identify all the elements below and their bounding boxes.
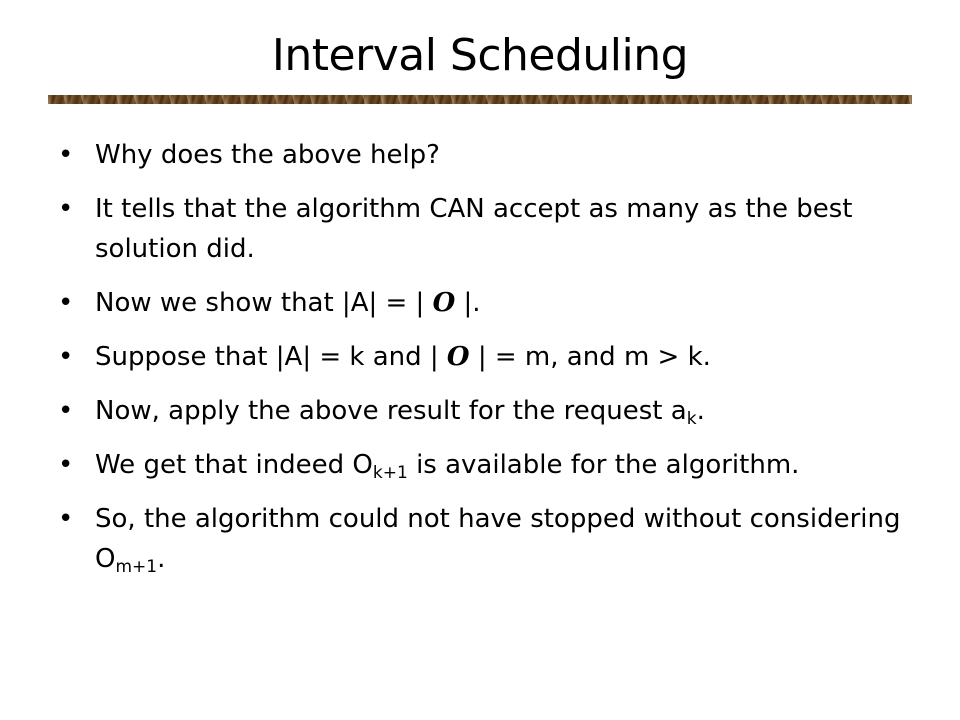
bullet-text-end: |. bbox=[455, 288, 481, 318]
bullet-text-start: Now we show that |A| = | bbox=[95, 288, 433, 318]
bullet-text: It tells that the algorithm CAN accept as many as the best solution did. bbox=[95, 194, 853, 264]
bullet-text-end: . bbox=[696, 396, 705, 426]
bullet-text-start: Now, apply the above result for the request a bbox=[95, 396, 687, 426]
optimal-set-symbol: O bbox=[446, 342, 470, 372]
bullet-item bbox=[58, 445, 918, 485]
optimal-set-symbol: O bbox=[432, 288, 456, 318]
bullet-text-start: We get that indeed O bbox=[95, 450, 373, 480]
slide-title: Interval Scheduling bbox=[271, 30, 689, 81]
bullet-dot-icon: • bbox=[58, 396, 74, 426]
bullet-item bbox=[58, 283, 918, 323]
bullet-text-start: Suppose that |A| = k and | bbox=[95, 342, 447, 372]
title-divider bbox=[48, 95, 912, 104]
subscript: k+1 bbox=[372, 463, 408, 483]
bullet-item bbox=[58, 337, 918, 377]
subscript: m+1 bbox=[115, 557, 158, 577]
bullet-text-end: | = m, and m > k. bbox=[469, 342, 711, 372]
bullet-text-start: So, the algorithm could not have stopped without considering O bbox=[95, 504, 901, 574]
bullet-text-end: is available for the algorithm. bbox=[407, 450, 800, 480]
bullet-dot-icon: • bbox=[58, 450, 74, 480]
subscript: k bbox=[686, 409, 697, 429]
bullet-dot-icon: • bbox=[58, 194, 74, 224]
bullet-item bbox=[58, 135, 918, 175]
bullet-list bbox=[58, 135, 918, 593]
bullet-text: Why does the above help? bbox=[95, 140, 440, 170]
bullet-text-end: . bbox=[157, 544, 166, 574]
bullet-item bbox=[58, 189, 918, 269]
bullet-item bbox=[58, 499, 918, 579]
bullet-item bbox=[58, 391, 918, 431]
bullet-dot-icon: • bbox=[58, 342, 74, 372]
bullet-dot-icon: • bbox=[58, 504, 74, 534]
bullet-dot-icon: • bbox=[58, 140, 74, 170]
bullet-dot-icon: • bbox=[58, 288, 74, 318]
